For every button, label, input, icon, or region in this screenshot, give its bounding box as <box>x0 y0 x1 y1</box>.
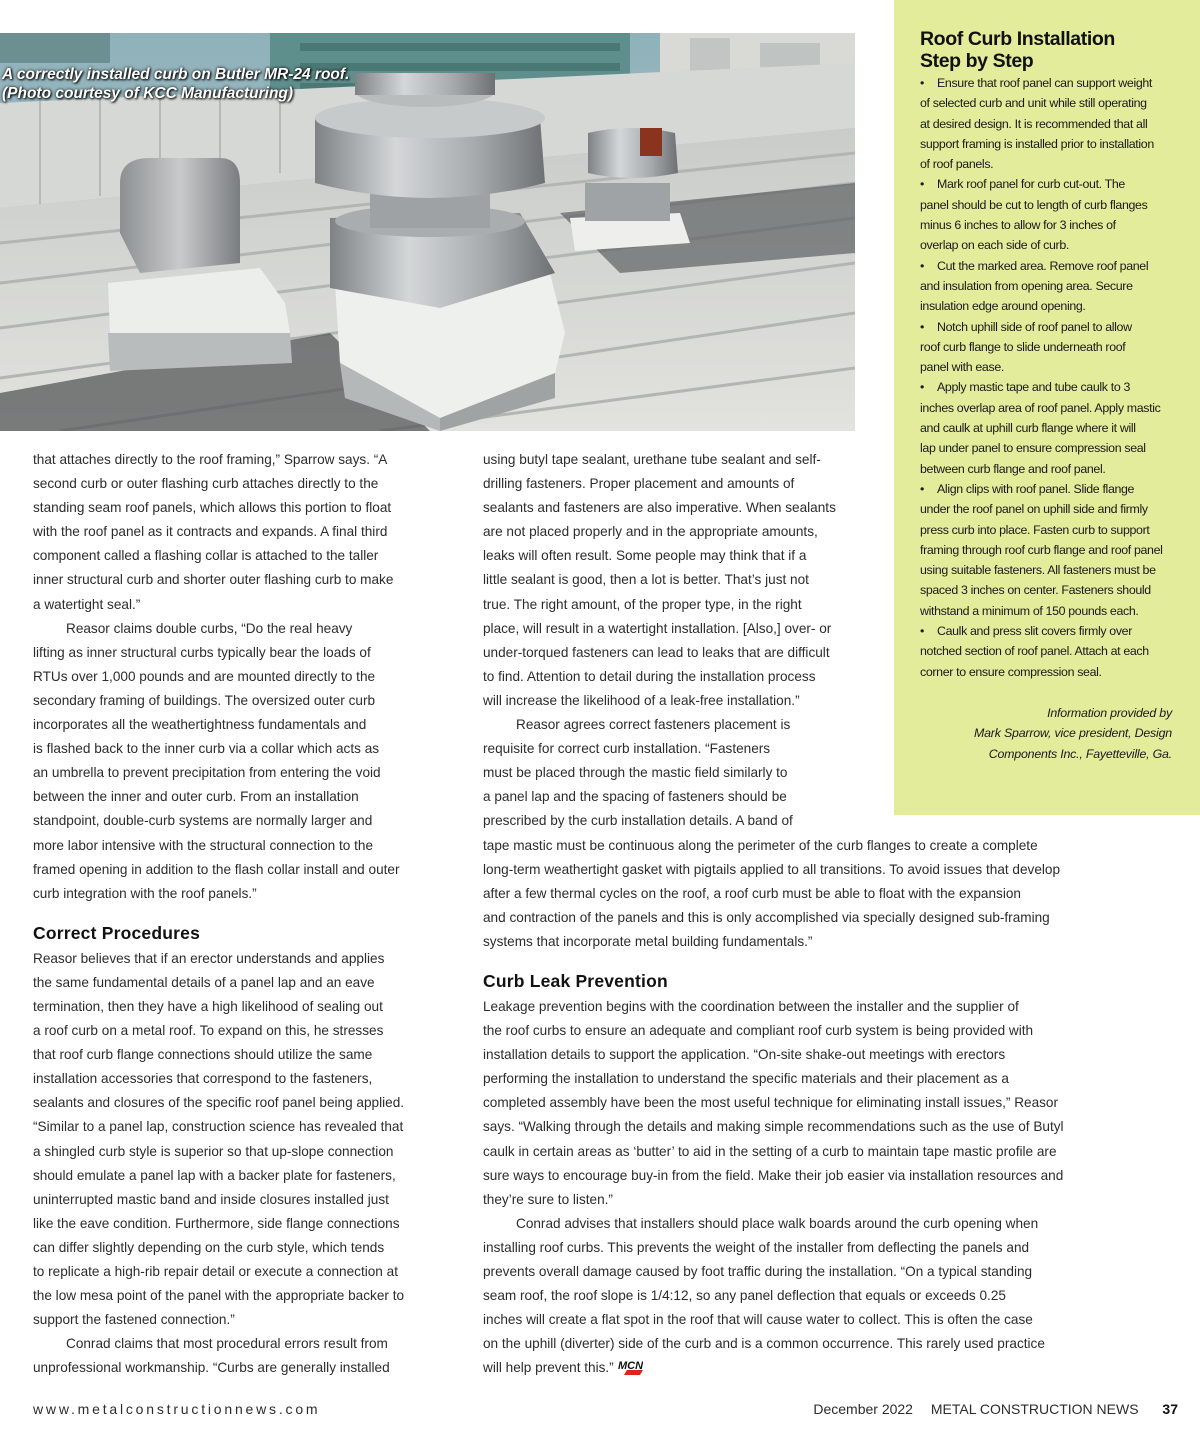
sidebar-step-line <box>920 398 1172 418</box>
text-line: little sealant is good, then a lot is better. That’s just not <box>483 572 809 588</box>
sidebar-step-text: Align clips with roof panel. Slide flange <box>937 481 1135 496</box>
end-mark-text: MCN <box>617 1360 643 1373</box>
text-line: systems that incorporate metal building fundamentals.” <box>483 933 813 949</box>
text-line: Leakage prevention begins with the coordination between the installer and the supplier of <box>483 998 1019 1014</box>
sidebar-step-line <box>920 377 1172 397</box>
text-line: after a few thermal cycles on the roof, a roof curb must be able to float with the expansion <box>483 885 1021 901</box>
left-column <box>33 448 453 1380</box>
text-line: a panel lap and the spacing of fasteners should be <box>483 789 787 805</box>
sidebar-step-text: Mark roof panel for curb cut-out. The <box>937 177 1125 192</box>
sidebar-step-text: overlap on each side of curb. <box>920 238 1069 253</box>
text-line: and contraction of the panels and this is only accomplished via specially designed sub-framing <box>483 909 1050 925</box>
sidebar-step-text: at desired design. It is recommended that all <box>920 116 1148 131</box>
page-footer <box>33 1401 1178 1423</box>
text-line: standing seam roof panels, which allows this portion to float <box>33 500 392 516</box>
sidebar-step-line <box>920 215 1172 235</box>
text-line: an umbrella to prevent precipitation from entering the void <box>33 765 381 781</box>
sidebar-step-line <box>920 337 1172 357</box>
sidebar-step-line <box>920 357 1172 377</box>
text-line: secondary framing of buildings. The oversized outer curb <box>33 692 376 708</box>
text-line: that roof curb flange connections should utilize the same <box>33 1047 373 1063</box>
paragraph <box>483 713 1143 954</box>
text-line: to find. Attention to detail during the installation process <box>483 668 816 684</box>
sidebar-step-line <box>920 418 1172 438</box>
rooftop-photo <box>0 33 855 431</box>
sidebar-step-line <box>920 317 1172 337</box>
text-line: prescribed by the curb installation details. A band of <box>483 813 793 829</box>
text-line: the roof curbs to ensure an adequate and compliant roof curb system is being provided with <box>483 1023 1034 1039</box>
text-line: must be placed through the mastic field similarly to <box>483 765 788 781</box>
photo-caption-line: (Photo courtesy of KCC Manufacturing) <box>2 85 294 102</box>
sidebar-step-text: using suitable fasteners. All fasteners must be <box>920 563 1156 578</box>
sidebar-step-line <box>920 296 1172 316</box>
sidebar-step-line <box>920 235 1172 255</box>
text-line: using butyl tape sealant, urethane tube sealant and self- <box>483 452 821 467</box>
text-line: unprofessional workmanship. “Curbs are generally installed <box>33 1360 390 1376</box>
text-line: framed opening in addition to the flash collar install and outer <box>33 861 400 877</box>
sidebar-step-line <box>920 256 1172 276</box>
bullet-icon: • <box>920 258 924 273</box>
text-line: “Similar to a panel lap, construction science has revealed that <box>33 1119 404 1135</box>
sidebar-credit-line: Mark Sparrow, vice president, Design <box>973 726 1172 741</box>
sidebar-title-line: Roof Curb Installation <box>920 28 1115 50</box>
text-line: leaks will often result. Some people may think that if a <box>483 548 807 564</box>
text-line: termination, then they have a high likelihood of sealing out <box>33 998 383 1014</box>
sidebar-step-text: Cut the marked area. Remove roof panel <box>937 258 1149 273</box>
text-line: should emulate a panel lap with a backer plate for fasteners, <box>33 1167 396 1183</box>
text-line: is flashed back to the inner curb via a collar which acts as <box>33 741 380 757</box>
bullet-icon: • <box>920 624 924 639</box>
section-heading-correct-procedures: Correct Procedures <box>33 922 200 943</box>
footer-right <box>799 1401 1178 1417</box>
sidebar-step-line <box>920 134 1172 154</box>
text-line: installation accessories that correspond to the fasteners, <box>33 1071 373 1087</box>
text-line: Conrad advises that installers should place walk boards around the curb opening when <box>516 1215 1039 1231</box>
text-line: Reasor agrees correct fasteners placement is <box>516 717 791 733</box>
paragraph <box>33 617 453 906</box>
text-line: completed assembly have been the most useful technique for eliminating install issues,” Reasor <box>483 1095 1059 1111</box>
text-line: inches will create a flat spot in the roof that will cause water to collect. This is often the case <box>483 1312 1033 1328</box>
mcn-end-mark-icon <box>617 1357 643 1375</box>
text-line: Reasor claims double curbs, “Do the real heavy <box>66 620 353 636</box>
paragraph <box>483 1212 1143 1381</box>
sidebar-step-text: of selected curb and unit while still operating <box>920 96 1147 111</box>
text-line: installing roof curbs. This prevents the weight of the installer from deflecting the panels and <box>483 1239 1030 1255</box>
text-line: inner structural curb and shorter outer flashing curb to make <box>33 572 394 588</box>
sidebar-step-text: framing through roof curb flange and roof panel <box>920 542 1163 557</box>
text-line: the low mesa point of the panel with the appropriate backer to <box>33 1288 405 1304</box>
paragraph <box>33 1332 453 1380</box>
sidebar-step-line <box>920 195 1172 215</box>
text-line: RTUs over 1,000 pounds and are mounted directly to the <box>33 668 376 684</box>
text-line: place, will result in a watertight installation. [Also,] over- or <box>483 620 832 636</box>
sidebar-step-line <box>920 73 1172 93</box>
text-line: sealants and fasteners are also imperative. When sealants <box>483 500 836 516</box>
sidebar-step-text: minus 6 inches to allow for 3 inches of <box>920 218 1116 233</box>
text-line: the same fundamental details of a panel lap and an eave <box>33 974 375 990</box>
text-line: a shingled curb style is superior so that up-slope connection <box>33 1143 394 1159</box>
bullet-icon: • <box>920 380 924 395</box>
text-line: will increase the likelihood of a leak-free installation.” <box>483 692 800 708</box>
text-line: standpoint, double-curb systems are normally larger and <box>33 813 373 829</box>
text-line: lifting as inner structural curbs typically bear the loads of <box>33 644 371 660</box>
text-line: that attaches directly to the roof framing,” Sparrow says. “A <box>33 452 388 467</box>
sidebar-step-text: and caulk at uphill curb flange where it will <box>920 421 1136 436</box>
bullet-icon: • <box>920 76 924 90</box>
sidebar-step-line <box>920 276 1172 296</box>
sidebar-step-text: Ensure that roof panel can support weight <box>937 76 1153 90</box>
sidebar-step-text: spaced 3 inches on center. Fasteners should <box>920 583 1151 598</box>
text-line: more labor intensive with the structural connection to the <box>33 837 374 853</box>
text-line: they’re sure to listen.” <box>483 1191 613 1207</box>
footer-publication: METAL CONSTRUCTION NEWS <box>930 1401 1139 1417</box>
sidebar-step-text: Caulk and press slit covers firmly over <box>937 624 1132 639</box>
sidebar-credit-line: Components Inc., Fayetteville, Ga. <box>988 746 1172 761</box>
footer-url: www.metalconstructionnews.com <box>33 1401 321 1417</box>
sidebar-step-text: under the roof panel on uphill side and firmly <box>920 502 1148 517</box>
photo-caption-line: A correctly installed curb on Butler MR-24 roof. <box>2 66 350 83</box>
sidebar-step-text: panel should be cut to length of curb flanges <box>920 197 1148 212</box>
sidebar-step-text: withstand a minimum of 150 pounds each. <box>920 603 1139 618</box>
bullet-icon: • <box>920 177 924 192</box>
text-line: on the uphill (diverter) side of the curb and is a common occurrence. This rarely used practice <box>483 1336 1045 1352</box>
text-line: between the inner and outer curb. From an installation <box>33 789 359 805</box>
bullet-icon: • <box>920 319 924 334</box>
right-column <box>483 448 1143 1380</box>
text-line: Conrad claims that most procedural errors result from <box>66 1336 388 1352</box>
text-line: component called a flashing collar is attached to the taller <box>33 548 379 564</box>
sidebar-title <box>920 28 1172 72</box>
text-line: will help prevent this.” MCN <box>483 1356 1143 1380</box>
page-number: 37 <box>1162 1401 1178 1417</box>
sidebar-step-text: Notch uphill side of roof panel to allow <box>937 319 1132 334</box>
sidebar-step-text: and insulation from opening area. Secure <box>920 278 1133 293</box>
sidebar-step-text: notched section of roof panel. Attach at each <box>920 644 1149 659</box>
paragraph <box>33 947 453 1333</box>
sidebar-credit-line: Information provided by <box>1047 705 1172 720</box>
text-line: seam roof, the roof slope is 1/4:12, so any panel deflection that equals or exceeds 0.25 <box>483 1288 1006 1304</box>
text-line: a watertight seal.” <box>33 596 141 612</box>
sidebar-step-text: Apply mastic tape and tube caulk to 3 <box>937 380 1130 395</box>
text-line: requisite for correct curb installation. “Fasteners <box>483 741 771 757</box>
sidebar-step-line <box>920 93 1172 113</box>
sidebar-step-text: panel with ease. <box>920 360 1004 375</box>
text-line: true. The right amount, of the proper type, in the right <box>483 596 802 612</box>
text-line: sure ways to encourage buy-in from the field. Make their job easier via installation resources and <box>483 1167 1064 1183</box>
text-line: drilling fasteners. Proper placement and amounts of <box>483 476 795 492</box>
sidebar-step-text: roof curb flange to slide underneath roof <box>920 339 1126 354</box>
bullet-icon: • <box>920 481 924 496</box>
text-line: caulk in certain areas as ‘butter’ to aid in the setting of a curb to maintain tape mastic profile are <box>483 1143 1057 1159</box>
photo-caption <box>2 65 422 103</box>
text-line: with the roof panel as it contracts and expands. A final third <box>33 524 388 540</box>
sidebar-step-text: support framing is installed prior to installation <box>920 136 1154 151</box>
section-heading-curb-leak-prevention: Curb Leak Prevention <box>483 970 668 991</box>
text-line: to replicate a high-rib repair detail or execute a connection at <box>33 1264 398 1279</box>
paragraph <box>483 448 1143 713</box>
text-line: Reasor believes that if an erector understands and applies <box>33 950 385 966</box>
text-line: says. “Walking through the details and making simple recommendations such as the use of Butyl <box>483 1119 1064 1135</box>
sidebar-step-line <box>920 174 1172 194</box>
text-line: uninterrupted mastic band and inside closures installed just <box>33 1191 389 1207</box>
paragraph <box>483 995 1143 1212</box>
sidebar-step-text: lap under panel to ensure compression seal <box>920 441 1146 456</box>
sidebar-step-line <box>920 114 1172 134</box>
text-line: second curb or outer flashing curb attaches directly to the <box>33 476 379 492</box>
text-line: curb integration with the roof panels.” <box>33 885 257 901</box>
sidebar-step-text: of roof panels. <box>920 157 994 172</box>
sidebar-step-text: insulation edge around opening. <box>920 299 1086 314</box>
text-line: installation details to support the application. “On-site shake-out meetings with erectors <box>483 1047 1006 1063</box>
sidebar-step-text: corner to ensure compression seal. <box>920 664 1102 679</box>
text-line: support the fastened connection.” <box>33 1312 235 1328</box>
text-line: sealants and closures of the specific roof panel being applied. <box>33 1095 405 1111</box>
text-line: are not placed properly and in the appropriate amounts, <box>483 524 818 540</box>
text-line: under-torqued fasteners can lead to leaks that are difficult <box>483 644 830 660</box>
text-line: like the eave condition. Furthermore, side flange connections <box>33 1215 400 1231</box>
text-line: tape mastic must be continuous along the perimeter of the curb flanges to create a complete <box>483 837 1038 853</box>
text-line: can differ slightly depending on the curb style, which tends <box>33 1239 385 1255</box>
sidebar-step-line <box>920 154 1172 174</box>
footer-date: December 2022 <box>813 1401 913 1417</box>
text-line: performing the installation to understand the specific materials and their placement as a <box>483 1071 1009 1087</box>
sidebar-title-line: Step by Step <box>920 50 1034 72</box>
sidebar-step-text: press curb into place. Fasten curb to support <box>920 522 1150 537</box>
text-line: incorporates all the weathertightness fundamentals and <box>33 717 367 733</box>
text-line: a roof curb on a metal roof. To expand on this, he stresses <box>33 1023 384 1039</box>
text-line: prevents overall damage caused by foot traffic during the installation. “On a typical standing <box>483 1264 1033 1279</box>
text-line: long-term weathertight gasket with pigtails applied to all transitions. To avoid issues that develop <box>483 861 1061 877</box>
paragraph <box>33 448 453 617</box>
sidebar-step-text: inches overlap area of roof panel. Apply mastic <box>920 400 1161 415</box>
sidebar-step-text: between curb flange and roof panel. <box>920 461 1106 476</box>
